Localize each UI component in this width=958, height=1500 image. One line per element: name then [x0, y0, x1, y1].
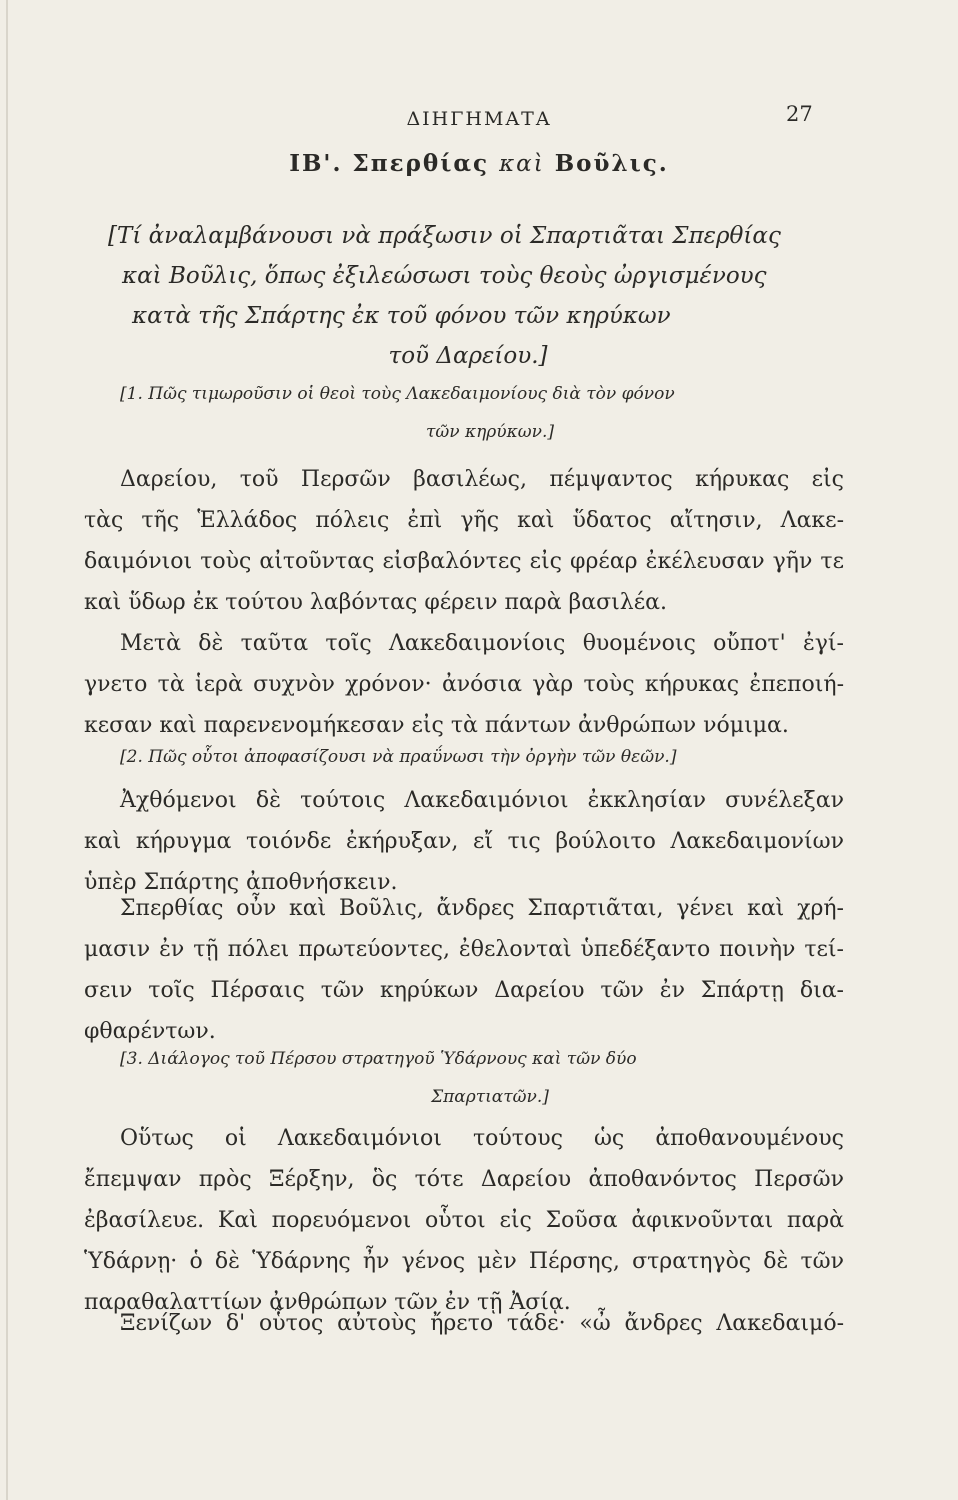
- page-number: 27: [786, 102, 813, 126]
- section-title-conjunction: καὶ: [499, 151, 545, 177]
- section-number: ΙΒ'.: [289, 150, 343, 177]
- text-line: μασιν ἐν τῇ πόλει πρωτεύοντες, ἐθελονταὶ ὑπεδέξαντο ποινὴν τεί-: [84, 937, 844, 962]
- text-line: Μετὰ δὲ ταῦτα τοῖς Λακεδαιμονίοις θυομένοις οὔποτ' ἐγί-: [120, 631, 844, 656]
- paragraph-2: [84, 623, 844, 746]
- paragraph-4: [84, 888, 844, 1052]
- text-line: τὰς τῆς Ἑλλάδος πόλεις ἐπὶ γῆς καὶ ὕδατος αἴτησιν, Λακε-: [84, 508, 844, 533]
- text-line: ὑπὲρ Σπάρτης ἀποθνήσκειν.: [84, 870, 398, 895]
- section-title-second: Βοῦλις.: [554, 150, 669, 177]
- text-line: παραθαλαττίων ἀνθρώπων τῶν ἐν τῇ Ἀσίᾳ.: [84, 1290, 571, 1315]
- text-line: καὶ κήρυγμα τοιόνδε ἐκήρυξαν, εἴ τις βούλοιτο Λακεδαιμονίων: [84, 829, 844, 854]
- paragraph-1: [84, 459, 844, 623]
- summary-line: καὶ Βοῦλις, ὅπως ἐξιλεώσωσι τοὺς θεοὺς ὠργισμένους: [122, 263, 767, 289]
- text-line: σειν τοῖς Πέρσαις τῶν κηρύκων Δαρείου τῶν ἐν Σπάρτῃ δια-: [84, 978, 844, 1003]
- text-line: καὶ ὕδωρ ἐκ τούτου λαβόντας φέρειν παρὰ βασιλέα.: [84, 590, 667, 615]
- note-line: [2. Πῶς οὗτοι ἀποφασίζουσι νὰ πραΰνωσι τὴν ὀργὴν τῶν θεῶν.]: [120, 747, 677, 767]
- note-line: [3. Διάλογος τοῦ Πέρσου στρατηγοῦ Ὑδάρνους καὶ τῶν δύο: [120, 1049, 637, 1069]
- summary-line: [Τί ἀναλαμβάνουσι νὰ πράξωσιν οἱ Σπαρτιᾶται Σπερθίας: [108, 223, 781, 249]
- text-line: ἔπεμψαν πρὸς Ξέρξην, ὃς τότε Δαρείου ἀποθανόντος Περσῶν: [84, 1167, 844, 1192]
- page-edge: [6, 0, 8, 1500]
- text-line: γνετο τὰ ἱερὰ συχνὸν χρόνον· ἀνόσια γὰρ τοὺς κήρυκας ἐπεποιή-: [84, 672, 844, 697]
- text-line: Οὕτως οἱ Λακεδαιμόνιοι τούτους ὡς ἀποθανουμένους: [120, 1126, 844, 1151]
- running-head: ΔΙΗΓΗΜΑΤΑ: [406, 108, 552, 130]
- chapter-summary: [108, 216, 828, 376]
- text-line: ἐβασίλευε. Καὶ πορευόμενοι οὗτοι εἰς Σοῦσα ἀφικνοῦνται παρὰ: [84, 1208, 844, 1233]
- paragraph-3: [84, 780, 844, 903]
- note-line: τῶν κηρύκων.]: [425, 422, 555, 442]
- marginal-note-1: [120, 375, 820, 451]
- text-line: Δαρείου, τοῦ Περσῶν βασιλέως, πέμψαντος κήρυκας εἰς: [120, 467, 844, 492]
- text-line: φθαρέντων.: [84, 1019, 216, 1044]
- text-line: Ξενίζων δ' οὗτος αὐτοὺς ἤρετο τάδε· «ὦ ἄνδρες Λακεδαιμό-: [120, 1311, 844, 1336]
- text-line: κεσαν καὶ παρενενομήκεσαν εἰς τὰ πάντων ἀνθρώπων νόμιμα.: [84, 713, 789, 738]
- text-line: δαιμόνιοι τοὺς αἰτοῦντας εἰσβαλόντες εἰς φρέαρ ἐκέλευσαν γῆν τε: [84, 549, 844, 574]
- marginal-note-2: [120, 738, 820, 776]
- text-line: Σπερθίας οὖν καὶ Βοῦλις, ἄνδρες Σπαρτιᾶται, γένει καὶ χρή-: [120, 896, 844, 921]
- note-line: Σπαρτιατῶν.]: [431, 1087, 549, 1107]
- paragraph-6: [84, 1303, 844, 1344]
- section-title: [0, 150, 958, 177]
- section-title-first: Σπερθίας: [352, 150, 490, 177]
- text-line: Ἀχθόμενοι δὲ τούτοις Λακεδαιμόνιοι ἐκκλησίαν συνέλεξαν: [120, 788, 844, 813]
- summary-line: κατὰ τῆς Σπάρτης ἐκ τοῦ φόνου τῶν κηρύκων: [132, 303, 671, 329]
- paragraph-5: [84, 1118, 844, 1323]
- marginal-note-3: [120, 1040, 820, 1116]
- text-line: Ὑδάρνῃ· ὁ δὲ Ὑδάρνης ἦν γένος μὲν Πέρσης, στρατηγὸς δὲ τῶν: [84, 1249, 844, 1274]
- summary-line: τοῦ Δαρείου.]: [388, 343, 548, 369]
- note-line: [1. Πῶς τιμωροῦσιν οἱ θεοὶ τοὺς Λακεδαιμονίους διὰ τὸν φόνον: [120, 384, 675, 404]
